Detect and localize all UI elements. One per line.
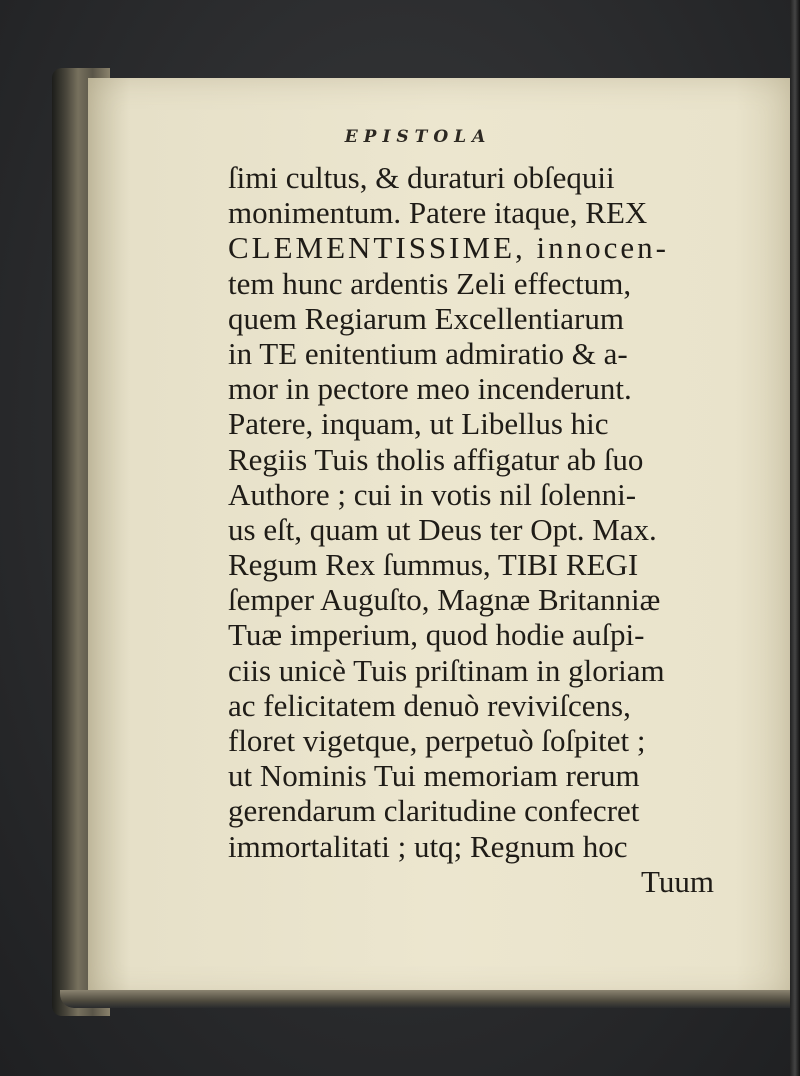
text-line: Patere, inquam, ut Libellus hic [228,406,609,442]
text-line: ſemper Auguſto, Magnæ Britanniæ [228,582,661,618]
running-head: EPISTOLA [344,127,492,147]
text-line: floret vigetque, perpetuò ſoſpitet ; [228,723,646,758]
text-line: Authore ; cui in votis nil ſolenni- [228,476,637,512]
text-line: Regum Rex ſummus, TIBI REGI [228,547,639,583]
text-line: ut Nominis Tui memoriam rerum [228,758,640,794]
text-line: ciis unicè Tuis priſtinam in gloriam [228,652,665,688]
text-line: Tuæ imperium, quod hodie auſpi- [228,617,645,653]
text-line: immortalitati ; utq; Regnum hoc [228,828,628,864]
body-text [228,160,768,899]
text-line: in TE enitentium admiratio & a- [228,335,628,371]
text-line: ac felicitatem denuò reviviſcens, [228,687,631,723]
text-line: ſimi cultus, & duraturi obſequii [228,160,615,195]
text-line: us eſt, quam ut Deus ter Opt. Max. [228,511,657,547]
text-line: monimentum. Patere itaque, REX [228,195,648,231]
catchword: Tuum [641,863,714,899]
text-line: tem hunc ardentis Zeli effectum, [228,265,632,301]
text-line: quem Regiarum Excellentiarum [228,300,624,336]
text-line: Regiis Tuis tholis affigatur ab ſuo [228,441,644,477]
page-bottom-edge [60,990,800,1008]
adjacent-page-edge [790,0,800,1076]
text-line: mor in pectore meo incenderunt. [228,371,632,407]
text-line: CLEMENTISSIME, innocen- [228,230,669,266]
text-line: gerendarum claritudine confecret [228,793,640,829]
